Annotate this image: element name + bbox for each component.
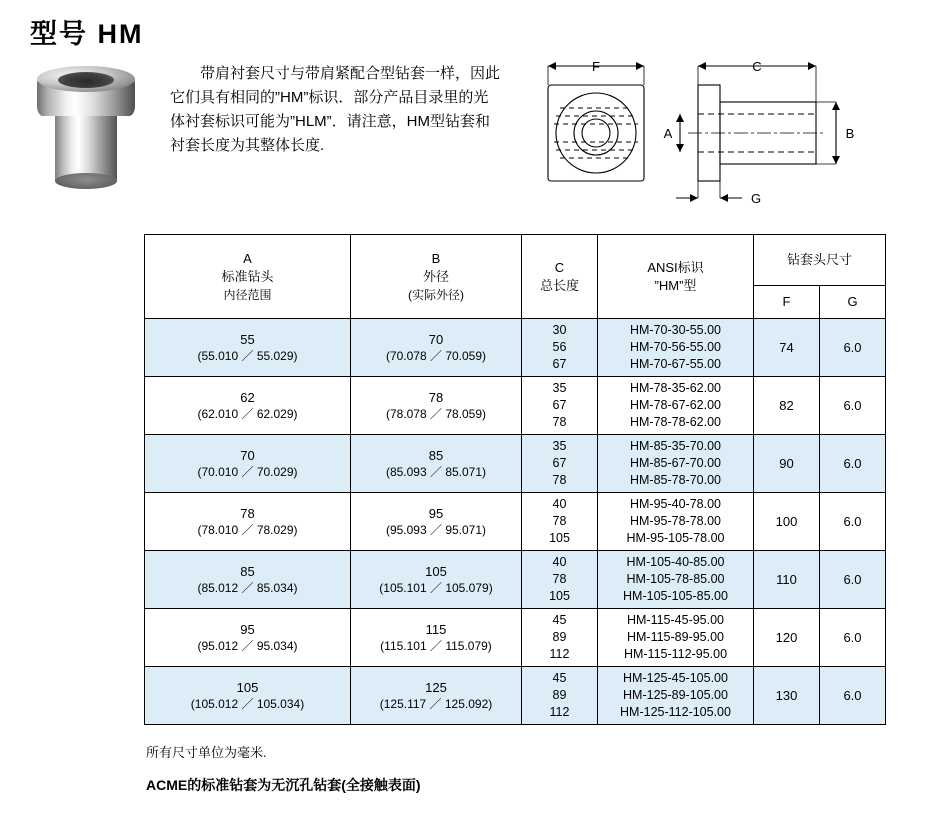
cell-b-range: (95.093 ／ 95.071) bbox=[385, 522, 487, 537]
cell-ansi bbox=[598, 609, 754, 667]
cell-c bbox=[522, 551, 598, 609]
cell-ansi bbox=[598, 319, 754, 377]
cell-c-length: 78 bbox=[552, 572, 567, 586]
cell-g: 6.0 bbox=[820, 493, 886, 551]
cell-b-range: (85.093 ／ 85.071) bbox=[385, 464, 487, 479]
header-col-c: C 总长度 bbox=[522, 235, 598, 319]
cell-b-nominal: 95 bbox=[428, 505, 444, 521]
cell-c-length: 67 bbox=[552, 398, 567, 412]
cell-f: 110 bbox=[754, 551, 820, 609]
cell-c bbox=[522, 493, 598, 551]
cell-b bbox=[351, 319, 522, 377]
cell-ansi-code: HM-115-89-95.00 bbox=[626, 630, 725, 644]
dimension-label-a: A bbox=[663, 126, 673, 141]
cell-a bbox=[145, 609, 351, 667]
cell-b-range: (125.117 ／ 125.092) bbox=[379, 696, 493, 711]
cell-f: 82 bbox=[754, 377, 820, 435]
dimension-label-g: G bbox=[750, 191, 762, 206]
table-header-row-main bbox=[145, 235, 886, 286]
cell-a-range: (70.010 ／ 70.029) bbox=[197, 464, 298, 479]
cell-c-length: 89 bbox=[552, 688, 567, 702]
table-row bbox=[145, 319, 886, 377]
bushing-bore bbox=[58, 72, 114, 88]
cell-ansi-code: HM-105-105-85.00 bbox=[623, 589, 728, 603]
cell-a bbox=[145, 493, 351, 551]
table-row bbox=[145, 493, 886, 551]
cell-c-length: 40 bbox=[552, 555, 567, 569]
cell-c-length: 112 bbox=[549, 647, 570, 661]
cell-c-length: 45 bbox=[552, 671, 567, 685]
cell-b bbox=[351, 667, 522, 725]
cell-a-nominal: 70 bbox=[240, 447, 255, 463]
cell-c-length: 35 bbox=[552, 381, 567, 395]
cell-b-nominal: 85 bbox=[428, 447, 444, 463]
cell-a bbox=[145, 377, 351, 435]
cell-ansi-code: HM-70-67-55.00 bbox=[629, 357, 721, 371]
cell-f: 74 bbox=[754, 319, 820, 377]
cell-b-range: (70.078 ／ 70.059) bbox=[385, 348, 487, 363]
cell-ansi bbox=[598, 667, 754, 725]
technical-drawing bbox=[520, 50, 930, 215]
cell-ansi-code: HM-85-67-70.00 bbox=[629, 456, 721, 470]
cell-ansi-code: HM-105-78-85.00 bbox=[626, 572, 725, 586]
table-row bbox=[145, 667, 886, 725]
cell-c bbox=[522, 319, 598, 377]
cell-g: 6.0 bbox=[820, 377, 886, 435]
cell-g: 6.0 bbox=[820, 435, 886, 493]
cell-c bbox=[522, 609, 598, 667]
cell-c-length: 67 bbox=[552, 357, 567, 371]
header-col-f: F bbox=[754, 286, 820, 319]
cell-b-nominal: 78 bbox=[428, 389, 444, 405]
header-col-g: G bbox=[820, 286, 886, 319]
cell-ansi-code: HM-85-35-70.00 bbox=[629, 439, 721, 453]
cell-c-length: 30 bbox=[552, 323, 567, 337]
cell-ansi-code: HM-70-56-55.00 bbox=[629, 340, 721, 354]
table-row bbox=[145, 609, 886, 667]
cell-a-nominal: 95 bbox=[240, 621, 255, 637]
cell-c-length: 56 bbox=[552, 340, 567, 354]
cell-b bbox=[351, 609, 522, 667]
table-header bbox=[145, 235, 886, 319]
cell-ansi-code: HM-95-105-78.00 bbox=[626, 531, 725, 545]
cell-ansi bbox=[598, 435, 754, 493]
cell-ansi-code: HM-95-40-78.00 bbox=[629, 497, 721, 511]
cell-c bbox=[522, 435, 598, 493]
cell-ansi-code: HM-95-78-78.00 bbox=[629, 514, 721, 528]
cell-g: 6.0 bbox=[820, 609, 886, 667]
cell-b-range: (105.101 ／ 105.079) bbox=[379, 580, 493, 595]
cell-ansi-code: HM-125-89-105.00 bbox=[623, 688, 728, 702]
cell-c-length: 78 bbox=[552, 473, 567, 487]
cell-f: 120 bbox=[754, 609, 820, 667]
cell-c-length: 40 bbox=[552, 497, 567, 511]
cell-c bbox=[522, 377, 598, 435]
intro-paragraph: 带肩衬套尺寸与带肩紧配合型钻套一样，因此它们具有相同的”HM”标识．部分产品目录里的光体衬套标识可能为”HLM”．请注意，HM型钻套和衬套长度为其整体长度. bbox=[170, 65, 501, 154]
cell-ansi-code: HM-115-112-95.00 bbox=[623, 647, 728, 661]
cell-f: 100 bbox=[754, 493, 820, 551]
cell-a bbox=[145, 551, 351, 609]
cell-a-range: (85.012 ／ 85.034) bbox=[197, 580, 298, 595]
cell-b-range: (78.078 ／ 78.059) bbox=[385, 406, 487, 421]
cell-b-range: (115.101 ／ 115.079) bbox=[380, 638, 492, 653]
bushing-photo bbox=[25, 60, 157, 192]
table-row bbox=[145, 377, 886, 435]
cell-a-nominal: 78 bbox=[240, 505, 255, 521]
table-row bbox=[145, 551, 886, 609]
cell-a bbox=[145, 319, 351, 377]
cell-ansi-code: HM-115-45-95.00 bbox=[626, 613, 725, 627]
cell-b bbox=[351, 377, 522, 435]
note-standard-bushing: ACME的标准钻套为无沉孔钻套(全接触表面) bbox=[146, 777, 421, 793]
note-units: 所有尺寸单位为毫米. bbox=[146, 745, 267, 760]
cell-g: 6.0 bbox=[820, 319, 886, 377]
cell-a-range: (95.012 ／ 95.034) bbox=[197, 638, 298, 653]
cell-b-nominal: 115 bbox=[425, 621, 447, 637]
header-col-a: A 标准钻头 内径范围 bbox=[145, 235, 351, 319]
header-col-ansi: ANSI标识 ”HM”型 bbox=[598, 235, 754, 319]
cell-a-range: (55.010 ／ 55.029) bbox=[197, 348, 298, 363]
cell-ansi-code: HM-78-35-62.00 bbox=[629, 381, 721, 395]
cell-a-range: (78.010 ／ 78.029) bbox=[197, 522, 298, 537]
cell-g: 6.0 bbox=[820, 667, 886, 725]
cell-c-length: 78 bbox=[552, 415, 567, 429]
cell-f: 90 bbox=[754, 435, 820, 493]
cell-b bbox=[351, 551, 522, 609]
dimension-label-f: F bbox=[592, 59, 600, 74]
header-col-b: B 外径 (实际外径) bbox=[351, 235, 522, 319]
cell-ansi-code: HM-105-40-85.00 bbox=[626, 555, 725, 569]
cell-b-nominal: 105 bbox=[425, 563, 447, 579]
cell-f: 130 bbox=[754, 667, 820, 725]
cell-a-nominal: 105 bbox=[236, 679, 259, 695]
cell-ansi bbox=[598, 493, 754, 551]
cell-c bbox=[522, 667, 598, 725]
dimension-label-b: B bbox=[845, 126, 855, 141]
cell-g: 6.0 bbox=[820, 551, 886, 609]
cell-c-length: 105 bbox=[549, 589, 570, 603]
header-group-head-size: 钻套头尺寸 bbox=[754, 235, 886, 286]
cell-a bbox=[145, 435, 351, 493]
page-title: 型号 HM bbox=[30, 19, 144, 49]
cell-b-nominal: 70 bbox=[428, 331, 444, 347]
cell-ansi-code: HM-70-30-55.00 bbox=[629, 323, 721, 337]
dimension-label-c: C bbox=[752, 59, 762, 74]
cell-ansi-code: HM-78-78-62.00 bbox=[629, 415, 721, 429]
cell-ansi-code: HM-125-45-105.00 bbox=[623, 671, 728, 685]
cell-ansi-code: HM-78-67-62.00 bbox=[629, 398, 721, 412]
cell-c-length: 112 bbox=[549, 705, 570, 719]
table-body bbox=[145, 319, 886, 725]
cell-ansi bbox=[598, 377, 754, 435]
table-row bbox=[145, 435, 886, 493]
cell-b bbox=[351, 435, 522, 493]
cell-a-nominal: 62 bbox=[240, 389, 255, 405]
cell-b-nominal: 125 bbox=[425, 679, 447, 695]
cell-ansi-code: HM-85-78-70.00 bbox=[629, 473, 721, 487]
cell-a-range: (62.010 ／ 62.029) bbox=[197, 406, 298, 421]
cell-ansi bbox=[598, 551, 754, 609]
cell-c-length: 67 bbox=[552, 456, 567, 470]
cell-c-length: 45 bbox=[552, 613, 567, 627]
cell-ansi-code: HM-125-112-105.00 bbox=[620, 705, 731, 719]
cell-a-nominal: 55 bbox=[240, 331, 255, 347]
cell-b bbox=[351, 493, 522, 551]
cell-c-length: 78 bbox=[552, 514, 567, 528]
cell-a bbox=[145, 667, 351, 725]
specification-table bbox=[144, 234, 886, 725]
bushing-bottom-face bbox=[55, 173, 117, 189]
cell-c-length: 105 bbox=[549, 531, 570, 545]
cell-c-length: 35 bbox=[552, 439, 567, 453]
drawing-svg bbox=[520, 50, 930, 215]
cell-a-nominal: 85 bbox=[240, 563, 255, 579]
cell-a-range: (105.012 ／ 105.034) bbox=[190, 696, 305, 711]
cell-c-length: 89 bbox=[552, 630, 567, 644]
